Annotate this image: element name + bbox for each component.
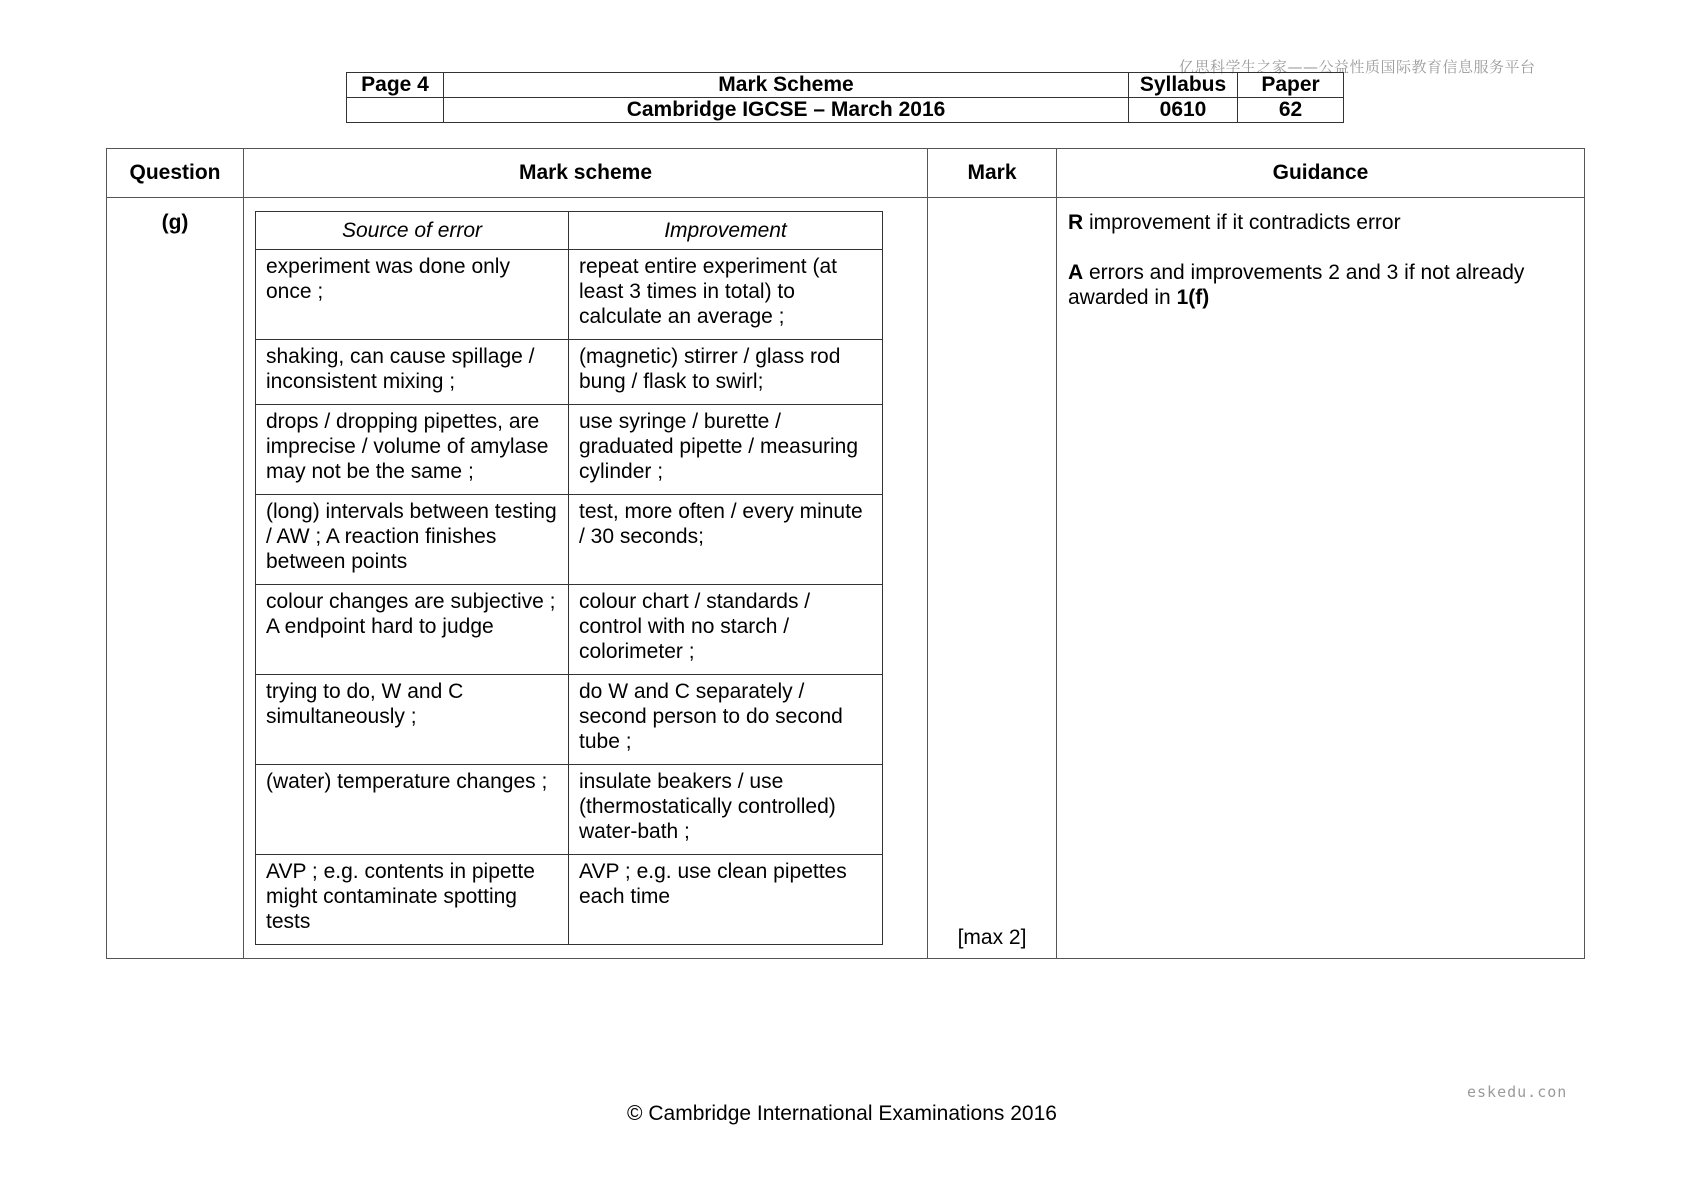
- guidance-note-2-text: errors and improvements 2 and 3 if not already awarded in: [1068, 261, 1525, 309]
- table-row: [256, 765, 883, 855]
- table-row: [256, 250, 883, 340]
- table-row: [256, 585, 883, 675]
- improvement-cell: test, more often / every minute / 30 seconds;: [569, 495, 883, 585]
- table-row: [256, 340, 883, 405]
- improvement-cell: do W and C separately / second person to do second tube ;: [569, 675, 883, 765]
- improvement-cell: colour chart / standards / control with no starch / colorimeter ;: [569, 585, 883, 675]
- page-header-table: [346, 72, 1344, 123]
- guidance-note-1: [1068, 210, 1573, 235]
- guidance-cell: [1057, 198, 1585, 959]
- syllabus-label: Syllabus: [1129, 73, 1238, 98]
- col-mark-scheme: Mark scheme: [244, 149, 928, 198]
- guidance-question-reference: 1(f): [1176, 286, 1210, 309]
- col-source-of-error: Source of error: [256, 212, 569, 250]
- improvement-cell: insulate beakers / use (thermostatically controlled) water-bath ;: [569, 765, 883, 855]
- paper-label: Paper: [1238, 73, 1344, 98]
- error-improvement-table: [255, 211, 883, 945]
- paper-number: 62: [1238, 98, 1344, 123]
- improvement-cell: use syringe / burette / graduated pipette / measuring cylinder ;: [569, 405, 883, 495]
- page-number-blank: [347, 98, 444, 123]
- col-question: Question: [107, 149, 244, 198]
- page-number: Page 4: [347, 73, 444, 98]
- document-title: Mark Scheme: [444, 73, 1129, 98]
- col-improvement: Improvement: [569, 212, 883, 250]
- watermark-bottom: eskedu.con: [1467, 1083, 1568, 1101]
- improvement-cell: AVP ; e.g. use clean pipettes each time: [569, 855, 883, 945]
- mark-scheme-table: [106, 148, 1585, 959]
- guidance-note-1-text: improvement if it contradicts error: [1083, 211, 1401, 234]
- error-cell: drops / dropping pipettes, are imprecise / volume of amylase may not be the same ;: [256, 405, 569, 495]
- copyright-footer: © Cambridge International Examinations 2016: [627, 1102, 1057, 1125]
- error-cell: (water) temperature changes ;: [256, 765, 569, 855]
- guidance-note-2: [1068, 260, 1573, 310]
- table-row: [256, 405, 883, 495]
- improvement-cell: (magnetic) stirrer / glass rod bung / flask to swirl;: [569, 340, 883, 405]
- col-mark: Mark: [928, 149, 1057, 198]
- error-cell: trying to do, W and C simultaneously ;: [256, 675, 569, 765]
- max-mark: [max 2]: [928, 198, 1057, 959]
- question-number: (g): [107, 198, 244, 959]
- document-subtitle: Cambridge IGCSE – March 2016: [444, 98, 1129, 123]
- watermark-top: 亿思科学生之家——公益性质国际教育信息服务平台: [1179, 58, 1536, 76]
- syllabus-code: 0610: [1129, 98, 1238, 123]
- error-cell: AVP ; e.g. contents in pipette might contaminate spotting tests: [256, 855, 569, 945]
- table-row: [256, 855, 883, 945]
- table-row: [256, 675, 883, 765]
- table-row: [256, 495, 883, 585]
- mark-scheme-cell: [244, 198, 928, 959]
- improvement-cell: repeat entire experiment (at least 3 times in total) to calculate an average ;: [569, 250, 883, 340]
- error-cell: shaking, can cause spillage / inconsistent mixing ;: [256, 340, 569, 405]
- error-cell: experiment was done only once ;: [256, 250, 569, 340]
- guidance-accept-prefix: A: [1068, 261, 1084, 284]
- col-guidance: Guidance: [1057, 149, 1585, 198]
- guidance-reject-prefix: R: [1068, 211, 1084, 234]
- error-cell: colour changes are subjective ; A endpoint hard to judge: [256, 585, 569, 675]
- error-cell: (long) intervals between testing / AW ; A reaction finishes between points: [256, 495, 569, 585]
